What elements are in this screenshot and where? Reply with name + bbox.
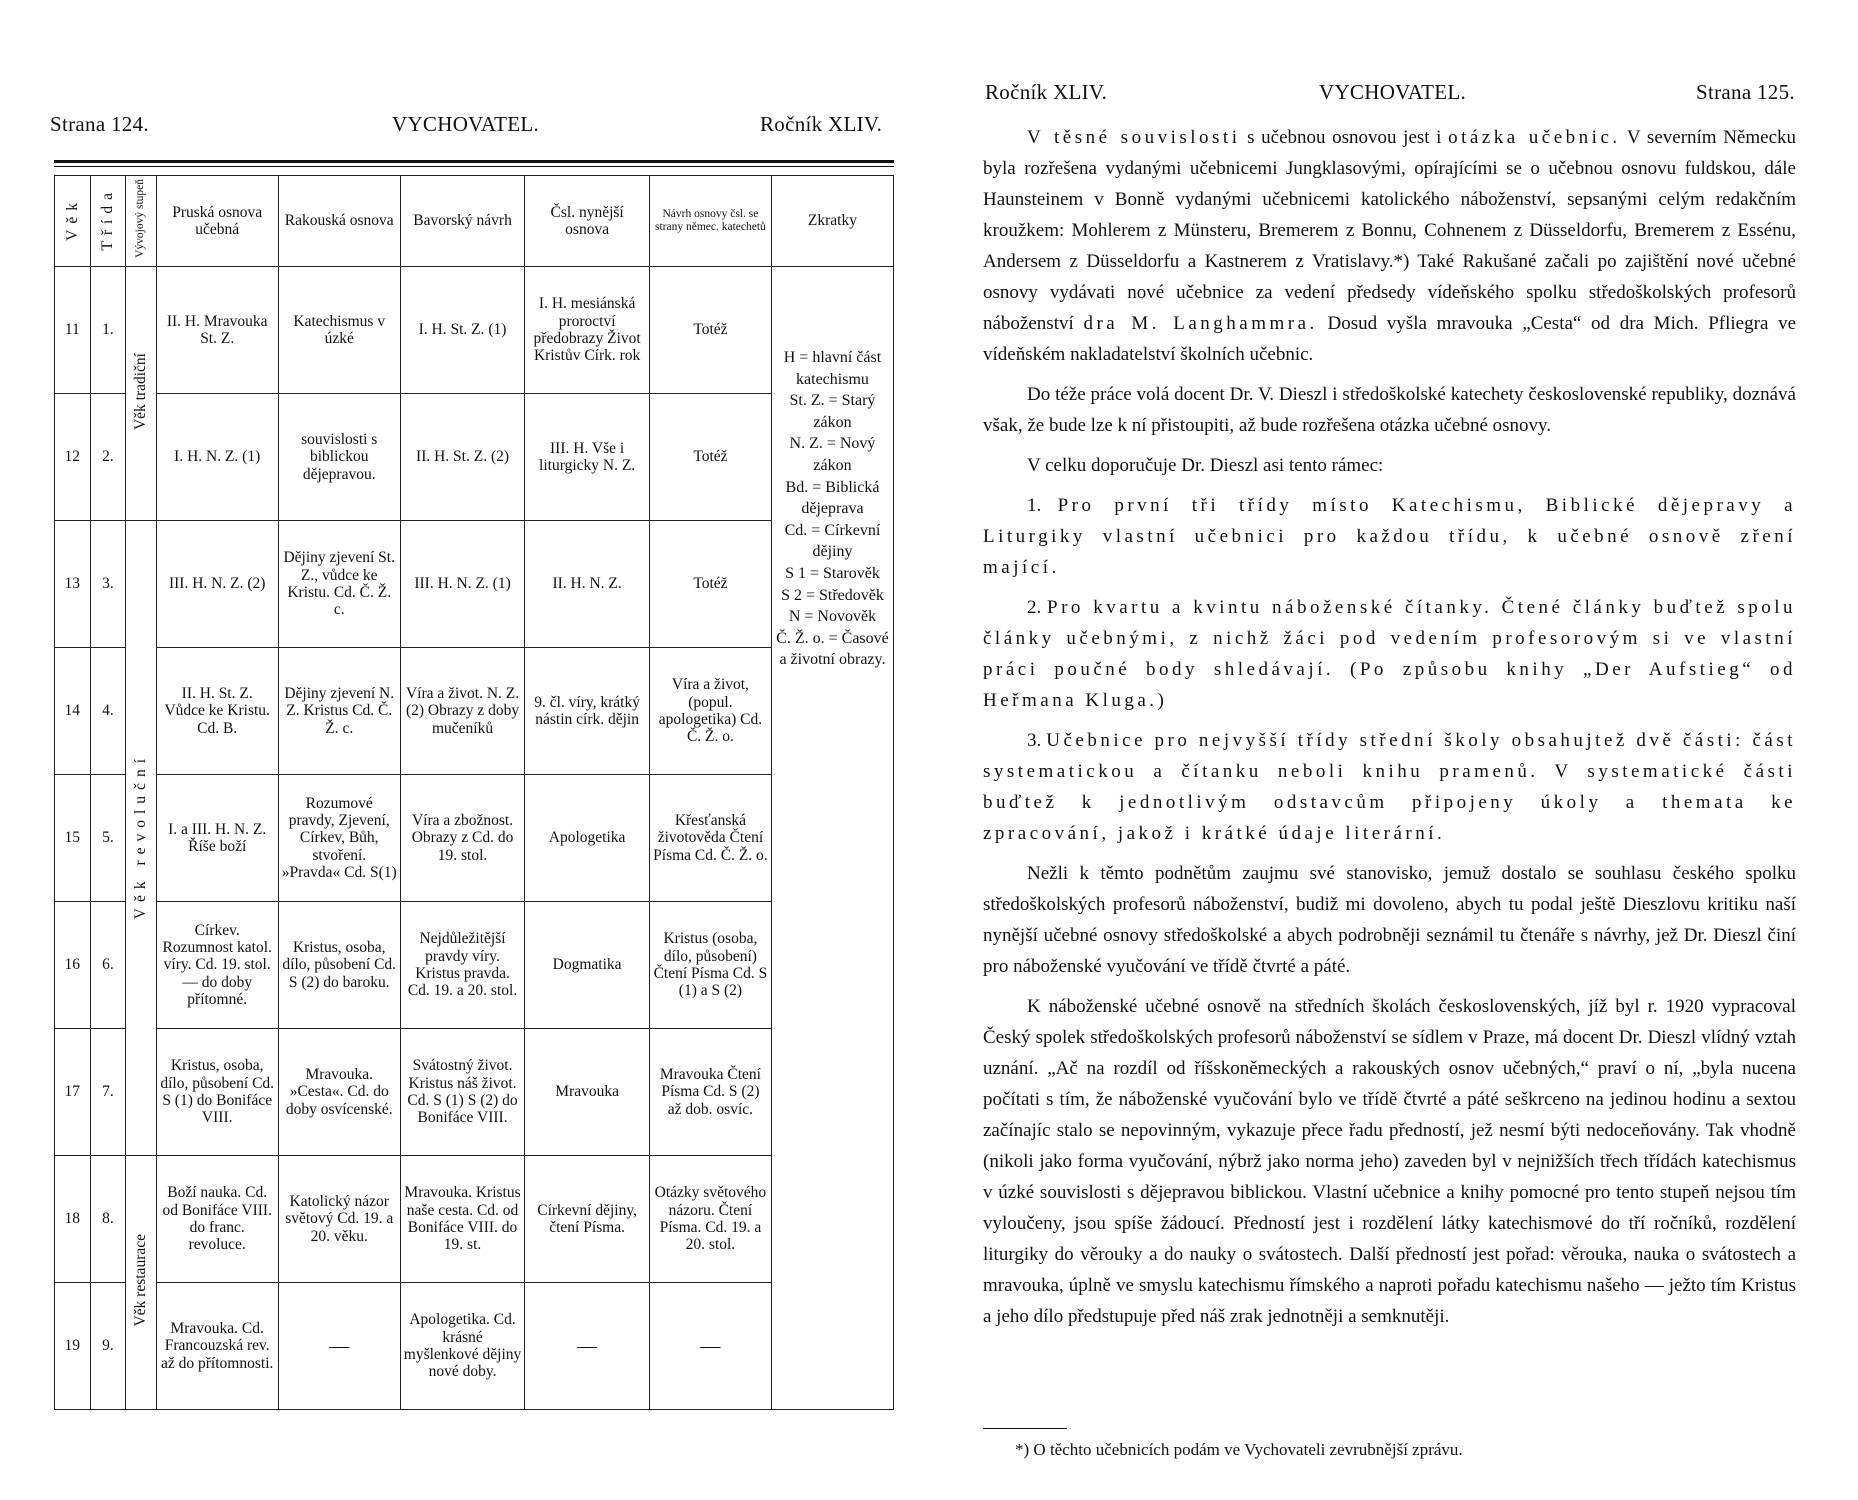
cell-prussian: Církev. Rozumnost katol. víry. Cd. 19. stol. — do doby přítomné. <box>156 902 278 1029</box>
cell-austrian: Dějiny zjevení N. Z. Kristus Cd. Č. Ž. c. <box>278 648 400 775</box>
cell-czechoslovak: Církevní dějiny, čtení Písma. <box>525 1156 650 1283</box>
header-prussian: Pruská osnova učebná <box>156 176 278 267</box>
cell-bavarian: Víra a život. N. Z. (2) Obrazy z doby mučeníků <box>400 648 525 775</box>
cell-austrian: Mravouka. »Cesta«. Cd. do doby osvícenské. <box>278 1029 400 1156</box>
cell-austrian: — <box>278 1283 400 1410</box>
cell-class: 6. <box>90 902 126 1029</box>
cell-bavarian: Mravouka. Kristus naše cesta. Cd. od Bonifáce VIII. do 19. st. <box>400 1156 525 1283</box>
header-rule <box>54 160 894 163</box>
paragraph: 2. Pro kvartu a kvintu náboženské čítanky. Čtené články buďtež spolu články učebnými, z nichž žáci pod vedením profesorovým si ve vlastní práci poučné body shledávají. (Po způsobu knihy „Der Aufstieg“ od Heřmana Kluga.) <box>983 597 1797 711</box>
stage-traditional: Věk tradiční <box>126 267 157 521</box>
cell-class: 9. <box>90 1283 126 1410</box>
abbr-item: N = Novověk <box>788 608 877 626</box>
cell-proposal: Totéž <box>649 521 771 648</box>
abbr-item: N. Z. = Nový zákon <box>789 435 876 474</box>
header-austrian: Rakouská osnova <box>278 176 400 267</box>
header-stage: Vývojový stupeň <box>126 176 157 267</box>
cell-class: 3. <box>90 521 126 648</box>
table-row <box>55 267 894 394</box>
cell-class: 2. <box>90 394 126 521</box>
abbr-item: Cd. = Církevní dějiny <box>784 521 881 561</box>
cell-prussian: Boží nauka. Cd. od Bonifáce VIII. do franc. revoluce. <box>156 1156 278 1283</box>
cell-class: 4. <box>90 648 126 775</box>
stage-restoration: Věk restaurace <box>126 1156 157 1410</box>
paragraph: 1. Pro první tři třídy místo Katechismu, Biblické dějepravy a Liturgiky vlastní učebnici pro každou třídu, k učebné osnově zření mající. <box>983 495 1797 578</box>
header-abbr: Zkratky <box>771 176 893 267</box>
page-number-right: Strana 125. <box>1696 80 1795 104</box>
stage-revolutionary: Věk revoluční <box>126 521 157 1156</box>
table-row <box>55 1283 894 1410</box>
cell-prussian: Mravouka. Cd. Francouzská rev. až do přítomnosti. <box>156 1283 278 1410</box>
abbr-item: S 2 = Středověk <box>781 586 884 604</box>
cell-proposal: Totéž <box>649 394 771 521</box>
page-number-left: Strana 124. <box>50 112 149 136</box>
cell-age: 12 <box>55 394 91 521</box>
cell-prussian: II. H. Mravouka St. Z. <box>156 267 278 394</box>
cell-bavarian: Nejdůležitější pravdy víry. Kristus pravda. Cd. 19. a 20. stol. <box>400 902 525 1029</box>
volume-left: Ročník XLIV. <box>760 112 883 136</box>
cell-class: 7. <box>90 1029 126 1156</box>
footnote-rule <box>983 1428 1067 1429</box>
cell-proposal: Mravouka Čtení Písma Cd. S (2) až dob. osvíc. <box>649 1029 771 1156</box>
curriculum-table <box>54 175 894 1410</box>
paragraph: V celku doporučuje Dr. Dieszl asi tento rámec: <box>1027 455 1384 476</box>
cell-proposal: Totéž <box>649 267 771 394</box>
cell-czechoslovak: Apologetika <box>525 775 650 902</box>
cell-prussian: I. H. N. Z. (1) <box>156 394 278 521</box>
header-proposal: Návrh osnovy čsl. se strany němec. katechetů <box>649 176 771 267</box>
cell-proposal: Otázky světového názoru. Čtení Písma. Cd. 19. a 20. stol. <box>649 1156 771 1283</box>
cell-czechoslovak: Dogmatika <box>525 902 650 1029</box>
cell-age: 19 <box>55 1283 91 1410</box>
table-row <box>55 1156 894 1283</box>
table-row <box>55 902 894 1029</box>
paragraph: 3. Učebnice pro nejvyšší třídy střední školy obsahujtež dvě části: část systematickou a čítanku neboli knihu pramenů. V systematické části buďtež k jednotlivým odstavcům připojeny úkoly a themata ke zpracování, jakož i krátké údaje literární. <box>983 730 1796 844</box>
header-czechoslovak: Čsl. nynější osnova <box>525 176 650 267</box>
header-bavarian: Bavorský návrh <box>400 176 525 267</box>
cell-class: 5. <box>90 775 126 902</box>
cell-class: 1. <box>90 267 126 394</box>
cell-proposal: Víra a život, (popul. apologetika) Cd. Č. Ž. o. <box>649 648 771 775</box>
article-body <box>983 122 1796 1341</box>
header-rule-thin <box>54 166 894 167</box>
paragraph: V těsné souvislosti s učebnou osnovou jest i otázka učebnic. V severním Německu byla rozřešena vydanými učebnicemi Jungklasovými, opírajícími se o učebnou osnovu fuldskou, dále Haunsteinem v Bonně vydanými učebnicemi katolického náboženství, sepsanými celým redakčním kroužkem: Mohlerem z Münsteru, Bremerem z Bonnu, Cohnenem z Düsseldorfu, Bremerem z Essénu, Andersem z Düsseldorfu a Kastnerem z Vratislavy.*) Také Rakušané začali po zajištění nové učebné osnovy vydávati nové učebnice za vedení předsedy vídeňského spolku středoškolských profesorů náboženství dra M. Langhammra. Dosud vyšla mravouka „Cesta“ od dra Mich. Pfliegra ve vídeňském nakladatelství školních učebnic. <box>983 127 1797 365</box>
abbr-item: Bd. = Biblická dějeprava <box>785 478 880 518</box>
cell-austrian: Dějiny zjevení St. Z., vůdce ke Kristu. Cd. Č. Ž. c. <box>278 521 400 648</box>
journal-title-left: VYCHOVATEL. <box>392 112 539 136</box>
header-age: Věk <box>55 176 91 267</box>
table-row <box>55 1029 894 1156</box>
cell-bavarian: Svátostný život. Kristus náš život. Cd. S (1) S (2) do Bonifáce VIII. <box>400 1029 525 1156</box>
cell-age: 16 <box>55 902 91 1029</box>
cell-proposal: Křesťanská životověda Čtení Písma Cd. Č. Ž. o. <box>649 775 771 902</box>
cell-austrian: Rozumové pravdy, Zjevení, Církev, Bůh, stvoření. »Pravda« Cd. S(1) <box>278 775 400 902</box>
cell-class: 8. <box>90 1156 126 1283</box>
cell-bavarian: II. H. St. Z. (2) <box>400 394 525 521</box>
paragraph: K náboženské učebné osnově na středních školách československých, jíž byl r. 1920 vypracoval Český spolek středoškolských profesorů náboženství se sídlem v Praze, má docent Dr. Dieszl vlídný vztah uznání. „Ač na rozdíl od říšskoněmeckých a rakouských osnov učebných,“ praví o ní, „byla nucena počítati s tím, že náboženské vyučování bylo ve třídě čtvrté a páté seškrceno na jedinou hodinu a sextou začínajíc stalo se nepovinným, vykazuje přece řadu předností, jež nesmí býti nedoceňovány. Tak vhodně (nikoli jako forma vyučování, nýbrž jako norma jeho) zaveden byl v nejnižších třech třídách katechismus v úzké souvislosti s dějepravou biblickou. Vlastní učebnice a knihy pomocné pro tento stupeň nejsou tím vyloučeny, jsou spíše žádoucí. Předností jest i rozdělení látky katechismové do tří ročníků, rozdělení liturgiky do věrouky a do nauky o svátostech. Další předností jest pořad: věrouka, nauka o svátostech a mravouka, úplně ve smyslu katechismu římského a naproti pořadu katechismu našeho — ježto tím Kristus a jeho dílo předstupuje před náš zrak jednotněji a semknutěji. <box>983 996 1796 1327</box>
volume-right: Ročník XLIV. <box>985 80 1108 104</box>
cell-age: 14 <box>55 648 91 775</box>
cell-czechoslovak: II. H. N. Z. <box>525 521 650 648</box>
cell-austrian: souvislosti s biblickou dějepravou. <box>278 394 400 521</box>
cell-bavarian: I. H. St. Z. (1) <box>400 267 525 394</box>
abbr-item: St. Z. = Starý zákon <box>789 392 876 431</box>
cell-austrian: Katechismus v úzké <box>278 267 400 394</box>
abbr-item: S 1 = Starověk <box>785 564 880 582</box>
cell-czechoslovak: — <box>525 1283 650 1410</box>
cell-prussian: Kristus, osoba, dílo, působení Cd. S (1) do Bonifáce VIII. <box>156 1029 278 1156</box>
cell-bavarian: Apologetika. Cd. krásné myšlenkové dějiny nové doby. <box>400 1283 525 1410</box>
cell-czechoslovak: Mravouka <box>525 1029 650 1156</box>
journal-title-right: VYCHOVATEL. <box>1319 80 1466 104</box>
cell-age: 17 <box>55 1029 91 1156</box>
paragraph: Do téže práce volá docent Dr. V. Dieszl i středoškolské katechety československé republiky, doznává však, že bude lze k ní přistoupiti, až bude rozřešena otázka učebné osnovy. <box>983 384 1796 436</box>
table-row <box>55 775 894 902</box>
cell-bavarian: Víra a zbožnost. Obrazy z Cd. do 19. stol. <box>400 775 525 902</box>
abbr-item: Č. Ž. o. = Časové a životní obrazy. <box>776 629 889 669</box>
cell-age: 13 <box>55 521 91 648</box>
cell-prussian: II. H. St. Z. Vůdce ke Kristu. Cd. B. <box>156 648 278 775</box>
header-class: Třída <box>90 176 126 267</box>
abbreviations-cell <box>771 267 893 1410</box>
cell-austrian: Katolický názor světový Cd. 19. a 20. věku. <box>278 1156 400 1283</box>
cell-czechoslovak: 9. čl. víry, krátký nástin círk. dějin <box>525 648 650 775</box>
table-row <box>55 521 894 648</box>
cell-czechoslovak: I. H. mesiánská proroctví předobrazy Život Kristův Círk. rok <box>525 267 650 394</box>
abbr-item: H = hlavní část katechismu <box>783 349 882 388</box>
cell-age: 11 <box>55 267 91 394</box>
cell-austrian: Kristus, osoba, dílo, působení Cd. S (2) do baroku. <box>278 902 400 1029</box>
paragraph: Nežli k těmto podnětům zaujmu své stanovisko, jemuž dostalo se souhlasu českého spolku středoškolských profesorů náboženství, budiž mi dovoleno, abych tu podal ještě Dieszlovu kritiku naší nynější učebné osnovy středoškolské a abych podrobněji seznámil tu čtenáře s návrhy, jež Dr. Dieszl činí pro náboženské vyučování ve třídě čtvrté a páté. <box>983 863 1796 977</box>
cell-proposal: — <box>649 1283 771 1410</box>
cell-czechoslovak: III. H. Vše i liturgicky N. Z. <box>525 394 650 521</box>
table-row <box>55 648 894 775</box>
cell-prussian: I. a III. H. N. Z. Říše boží <box>156 775 278 902</box>
footnote: *) O těchto učebnicích podám ve Vychovateli zevrubnější zprávu. <box>1015 1440 1463 1459</box>
cell-bavarian: III. H. N. Z. (1) <box>400 521 525 648</box>
cell-proposal: Kristus (osoba, dílo, působení) Čtení Písma Cd. S (1) a S (2) <box>649 902 771 1029</box>
cell-prussian: III. H. N. Z. (2) <box>156 521 278 648</box>
cell-age: 15 <box>55 775 91 902</box>
right-page <box>929 0 1858 1500</box>
cell-age: 18 <box>55 1156 91 1283</box>
table-header-row <box>55 176 894 267</box>
table-row <box>55 394 894 521</box>
